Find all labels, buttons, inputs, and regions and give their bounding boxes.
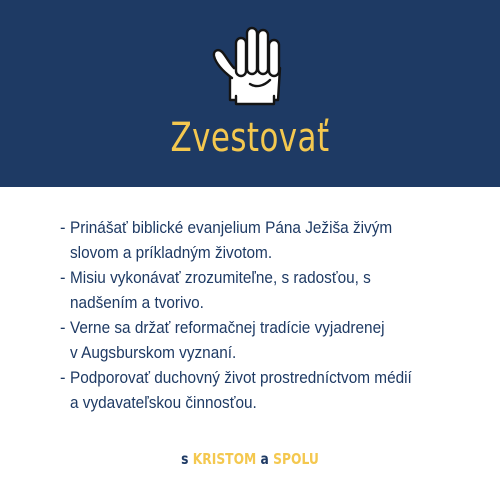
list-item-text: Verne sa držať reformačnej tradície vyjadrenej v Augsburskom vyznaní. bbox=[70, 319, 385, 362]
list-item bbox=[60, 216, 460, 266]
slogan-part-kristom: KRISTOM bbox=[192, 450, 257, 468]
bullet-marker: - bbox=[60, 369, 66, 387]
header-banner bbox=[0, 0, 500, 187]
list-item bbox=[60, 366, 460, 416]
slogan bbox=[181, 449, 319, 469]
page-title: Zvestovať bbox=[170, 115, 330, 161]
raised-hand-icon bbox=[208, 22, 294, 106]
bullet-marker: - bbox=[60, 319, 66, 337]
footer-slogan bbox=[0, 449, 500, 469]
content-area bbox=[60, 216, 460, 416]
list-item bbox=[60, 316, 460, 366]
list-item-text: Podporovať duchovný život prostredníctvom médií a vydavateľskou činnosťou. bbox=[70, 369, 412, 412]
bullet-marker: - bbox=[60, 269, 66, 287]
list-item-text: Prinášať biblické evanjelium Pána Ježiša živým slovom a príkladným životom. bbox=[70, 219, 393, 262]
slogan-part-s: s bbox=[181, 450, 189, 468]
bullet-list bbox=[60, 216, 460, 416]
slogan-part-spolu: SPOLU bbox=[273, 450, 319, 468]
list-item bbox=[60, 266, 460, 316]
bullet-marker: - bbox=[60, 219, 66, 237]
list-item-text: Misiu vykonávať zrozumiteľne, s radosťou, s nadšením a tvorivo. bbox=[70, 269, 371, 312]
slogan-part-a: a bbox=[260, 450, 269, 468]
